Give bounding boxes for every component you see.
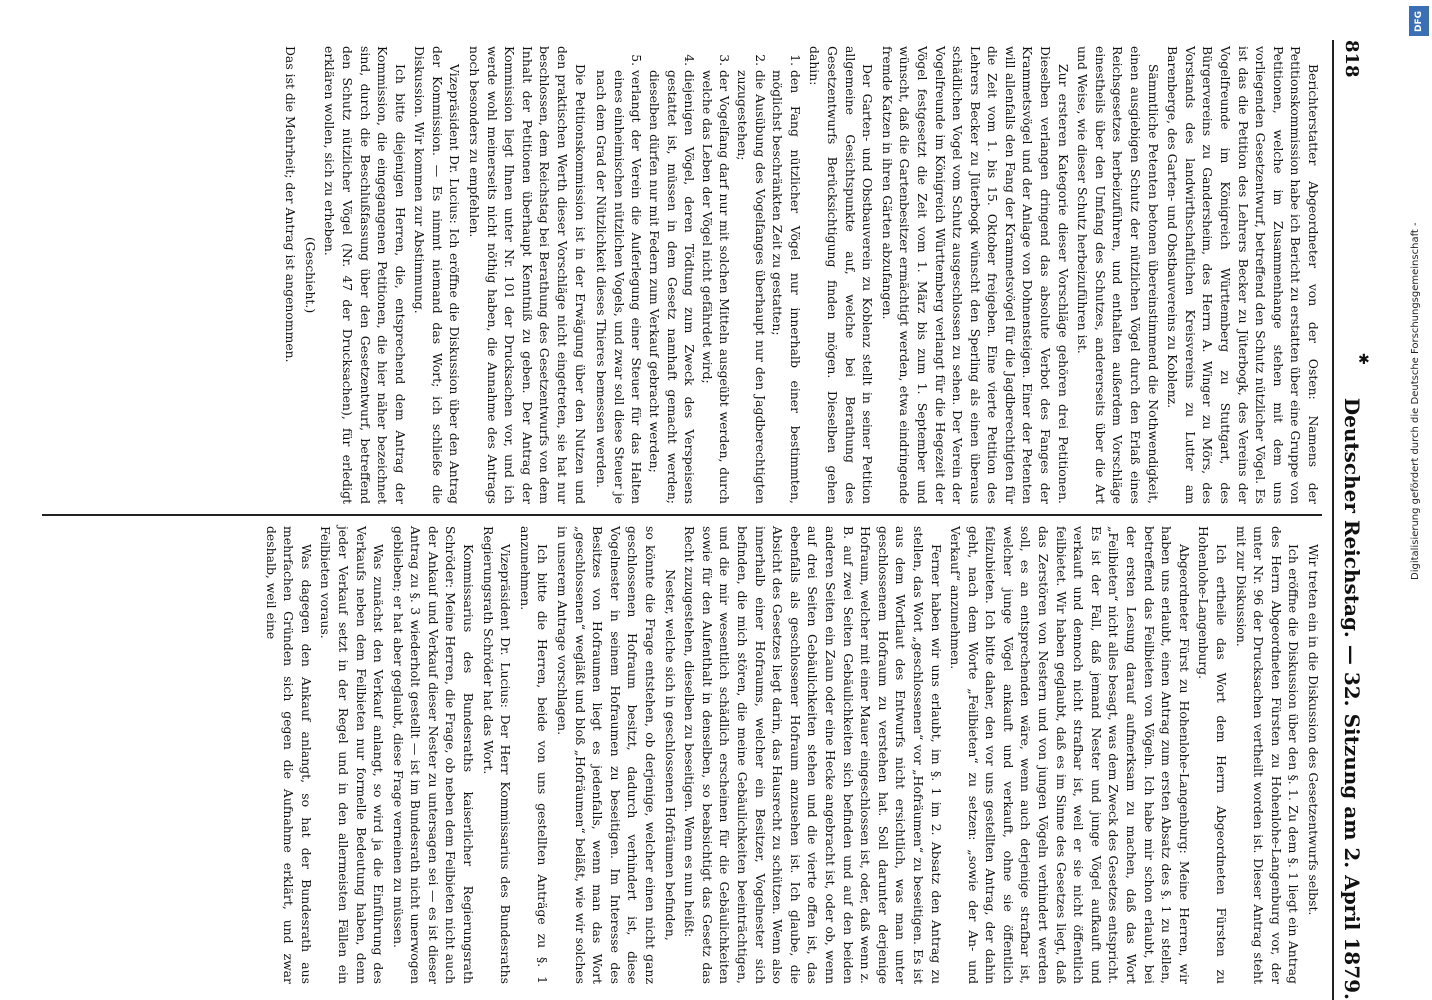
paragraph: Ferner haben wir uns erlaubt, im §. 1 im 2. Absatz den Antrag zu stellen, das Wort „geschlossenen“ vor „Hofräumen“ zu beseitigen. Es ist aus dem Wortlaut des Entwurfs nicht ersichtlich, was man unter geschlossenem Hofraum zu verstehen hat. Soll darunter derjenige Hofraum, welcher mit einer Mauer eingeschlossen ist, oder, daß wenn z. B. auf zwei Seiten Gebäulichkeiten sich befinden und auf den beiden anderen Seiten ein Zaun oder eine Hecke angebracht ist, oder ob, wenn auf drei Seiten Gebäulichkeiten stehen und die vierte offen ist, das ebenfalls als geschlossener Hofraum anzusehen ist. Ich glaube, die Absicht des Gesetzes liegt darin, das Hausrecht zu schützen. Wenn also innerhalb einer Hofraums, welcher ein Besitzer, Vogelnester sich befinden, die mich stören, die meine Gebäulichkeiten beeinträchtigen, und die mir wesentlich schädlich erscheinen für die Gebäulichkeiten sowie für den Aufenthalt in denselben, so beabsichtigt das Gesetz das Recht zuzugestehen, dieselben zu beseitigen. Wenn es nun heißt: xyxy=(682,526,944,984)
paragraph: Vizepräsident Dr. Lucius: Der Herr Kommissarius des Bundesraths Regierungsrath Schröder hat das Wort. xyxy=(480,526,514,984)
asterisk-mark: ✱ xyxy=(1358,352,1370,368)
text-columns xyxy=(42,40,1322,1000)
page-header xyxy=(1332,40,1370,1000)
paragraph: so könnte die Frage entstehen, ob derjenige, welcher einen nicht ganz geschlossenen Hofraum besitzt, dadurch verhindert ist, diese Vogelnester in seinem Hofraumen zu beseitigen. Im Interesse des Besitzes von Hofraumen liegt es jedenfalls, wenn man das Wort „geschlossenen“ wegläßt und bloß „Hofräumen“ beläßt, wie wir solches in unserem Antrage vorschlagen. xyxy=(555,526,659,984)
paragraph: Wir treten ein in die Diskussion des Gesetzentwurfs selbst. xyxy=(1306,544,1321,916)
paragraph: Was zunächst den Verkauf anlangt, so wird ja die Einführung des Verkaufs neben dem Feilbieten nur formelle Bedeutung haben, denn jeder Verkauf setzt in der Regel und in den allermeisten Fällen ein Feilbieten voraus. xyxy=(318,526,387,984)
paragraph: Die Petitionskommission ist in der Erwägung über den Nutzen und den praktischen Werth dieser Vorschläge nicht eingetreten, sie hat nur beschlossen, dem Reichstag bei Berathung des Gesetzentwurfs von dem Inhalt der Petitionen überhaupt Kenntniß zu geben. Der Antrag der Kommission liegt Ihnen unter Nr. 101 der Drucksachen vor, und ich werde wohl meinerseits nicht nöthig haben, die Annahme des Antrags noch besonders zu empfehlen. xyxy=(467,46,588,504)
list-item: 4. diejenigen Vögel, deren Tödtung zum Zweck des Verspeisens gestattet ist, müssen in dem Gesetz namhaft gemacht werden; dieselben dürfen nur mit Federn zum Verkauf gebracht werden; xyxy=(645,70,698,504)
paragraph: Ich ertheile das Wort dem Herrn Abgeordneten Fürsten zu Hohenlohe-Langenburg. xyxy=(1196,526,1230,984)
proposal-list xyxy=(593,46,804,504)
column-divider xyxy=(42,514,1322,516)
paragraph: Zur ersteren Kategorie dieser Vorschläge gehören drei Petitionen. Dieselben verlangen dringend das absolute Verbot des Fanges der Krammetsvögel und der Anlage von Dohnensteigen. Einer der Petenten will allenfalls den Fang der Krammetsvögel für die Jagdberechtigten für die Zeit vom 1. bis 15. Oktober freigeben. Eine vierte Petition des Lehrers Becker zu Jüterbogk wünscht den Sperling als einen überaus schädlichen Vogel vom Schutz ausgeschlossen zu sehen. Der Verein der Vogelfreunde im Königreich Württemberg verlangt für die Hegezeit der Vögel festgesetzt die Zeit vom 1. März bis zum 1. September und wünscht, daß die Gartenbesitzer ermächtigt werden, etwa eindringende fremde Katzen in ihren Gärten abzufangen. xyxy=(879,46,1071,504)
list-item: 2. die Ausübung des Vogelfanges überhaupt nur den Jagdberechtigten zuzugestehen; xyxy=(733,70,768,504)
paragraph: Der Garten- und Obstbauverein zu Koblenz stellt in seiner Petition allgemeine Gesichtspunkte auf, welche bei Berathung des Gesetzentwurfs Berücksichtigung finden mögen. Dieselben gehen dahin: xyxy=(807,46,876,504)
paragraph: Sämmtliche Petenten betonen übereinstimmend die Nothwendigkeit, einen ausgiebigen Schutz der nützlichen Vögel durch den Erlaß eines Reichsgesetzes herbeizuführen, und enthalten außerdem Vorschläge einestheils über den Umfang des Schutzes, andererseits über die Art und Weise, wie dieser Schutz herbeizuführen ist. xyxy=(1075,46,1161,504)
paragraph: Nester, welche sich in geschlossenen Hofräumen befinden, xyxy=(662,569,678,941)
page-number: 818 xyxy=(1341,40,1363,78)
paragraph: Was dagegen den Ankauf anlangt, so hat der Bundesrath aus mehrfachen Gründen sich gegen die Aufnahme erklärt, und zwar deshalb, weil eine xyxy=(263,526,314,984)
paragraph: Kommissarius des Bundesraths kaiserlicher Regierungsrath Schröder: Meine Herren, die Frage, ob neben dem Feilbieten nicht auch der Ankauf und Verkauf dieser Nester zu untersagen sei — es ist dieser Antrag zu §. 3 wiederholt gestellt — ist im Bundesrath nicht unerwogen geblieben; er hat aber geglaubt, diese Frage verneinen zu müssen. xyxy=(390,526,477,984)
list-item: 5. verlangt der Verein die Auferlegung einer Steuer für das Halten eines einheimischen nützlichen Vogels, und zwar soll diese Steuer je nach dem Grad der Nützlichkeit dieses Thieres bemessen werden. xyxy=(593,70,646,504)
list-item: 3. der Vogelfang darf nur mit solchen Mitteln ausgeübt werden, durch welche das Leben der Vögel nicht gefährdet wird; xyxy=(698,70,733,504)
paragraph: (Geschieht.) xyxy=(302,236,318,314)
paragraph: Vizepräsident Dr. Lucius: Ich eröffne die Diskussion über den Antrag der Kommission. — Es nimmt niemand das Wort; ich schließe die Diskussion. Wir kommen zur Abstimmung. xyxy=(412,46,463,504)
running-head: Deutscher Reichstag. — 32. Sitzung am 2. April 1879. xyxy=(1340,397,1364,1000)
paragraph: Abgeordneter Fürst zu Hohenlohe-Langenburg: Meine Herren, wir haben uns erlaubt, einen Antrag zum ersten Absatz des §. 1 zu stellen, betreffend das Feilbieten von Vögeln. Ich habe mir schon erlaubt, bei der ersten Lesung darauf aufmerksam zu machen, daß das Wort „Feilbieten“ nicht alles besagt, was dem Zweck des Gesetzes entspricht. Es ist der Fall, daß jemand Nester und junge Vögel aufkauft und verkauft und dennoch nicht strafbar ist, weil er sie nicht öffentlich feilbietet. Wir haben geglaubt, daß es im Sinne des Gesetzes liegt, daß das Zerstören von Nestern und von jungen Vögeln verhindert werden soll, es an entsprechenden wäre, wenn auch derjenige strafbar ist, welcher junge Vögel ankauft und verkauft, ohne sie öffentlich feilzubieten. Ich bitte daher, den vor uns gestellten Antrag, der dahin geht, nach dem Worte „Feilbieten“ zu setzen: „sowie der An- und Verkauf“ anzunehmen. xyxy=(948,526,1192,984)
digitization-credit: Digitalisierung gefördert durch die Deutsche Forschungsgemeinschaft - xyxy=(1410,222,1421,580)
paragraph: Ich eröffne die Diskussion über den §. 1. Zu dem §. 1 liegt ein Antrag des Herrn Abgeordneten Fürsten zu Hohenlohe-Langenburg vor, der unter Nr. 96 der Drucksachen vertheilt worden ist. Dieser Antrag steht mit zur Diskussion. xyxy=(1233,526,1302,984)
paragraph: Ich bitte die Herren, beide von uns gestellten Anträge zu §. 1 anzunehmen. xyxy=(517,526,551,984)
dfg-logo: DFG xyxy=(1409,6,1429,36)
left-column xyxy=(42,40,1322,510)
rotated-content xyxy=(30,40,1370,1000)
list-item: 1. den Fang nützlicher Vögel nur innerhalb einer bestimmten, möglichst beschränkten Zeit zu gestatten; xyxy=(769,70,804,504)
paragraph: Berichterstatter Abgeordneter von der Osten: Namens der Petitionskommission habe ich Bericht zu erstatten über eine Gruppe von Petitionen, welche im Zusammenhange stehen mit dem uns vorliegenden Gesetzentwurf, betreffend den Schutz nützlicher Vögel. Es ist das die Petition des Lehrers Becker zu Jüterbogk, des Vereins der Vogelfreunde im Königreich Württemberg zu Stuttgart, des Bürgervereins zu Gandersheim, des Herrn A. Winger zu Mörs, des Vorstands des landwirthschaftlichen Kreisvereins zu Lutter am Barenberge, des Garten- und Obstbauvereins zu Koblenz. xyxy=(1165,46,1321,504)
paragraph: Ich bitte diejenigen Herren, die, entsprechend dem Antrag der Kommission, die eingegangenen Petitionen, die hier näher bezeichnet sind, durch die Beschlußfassung über den Gesetzentwurf, betreffend den Schutz nützlicher Vögel (Nr. 47 der Drucksachen), für erledigt erklären wollen, sich zu erheben. xyxy=(322,46,408,504)
paragraph: Das ist die Mehrheit; der Antrag ist angenommen. xyxy=(283,46,299,363)
right-column xyxy=(42,520,1322,990)
